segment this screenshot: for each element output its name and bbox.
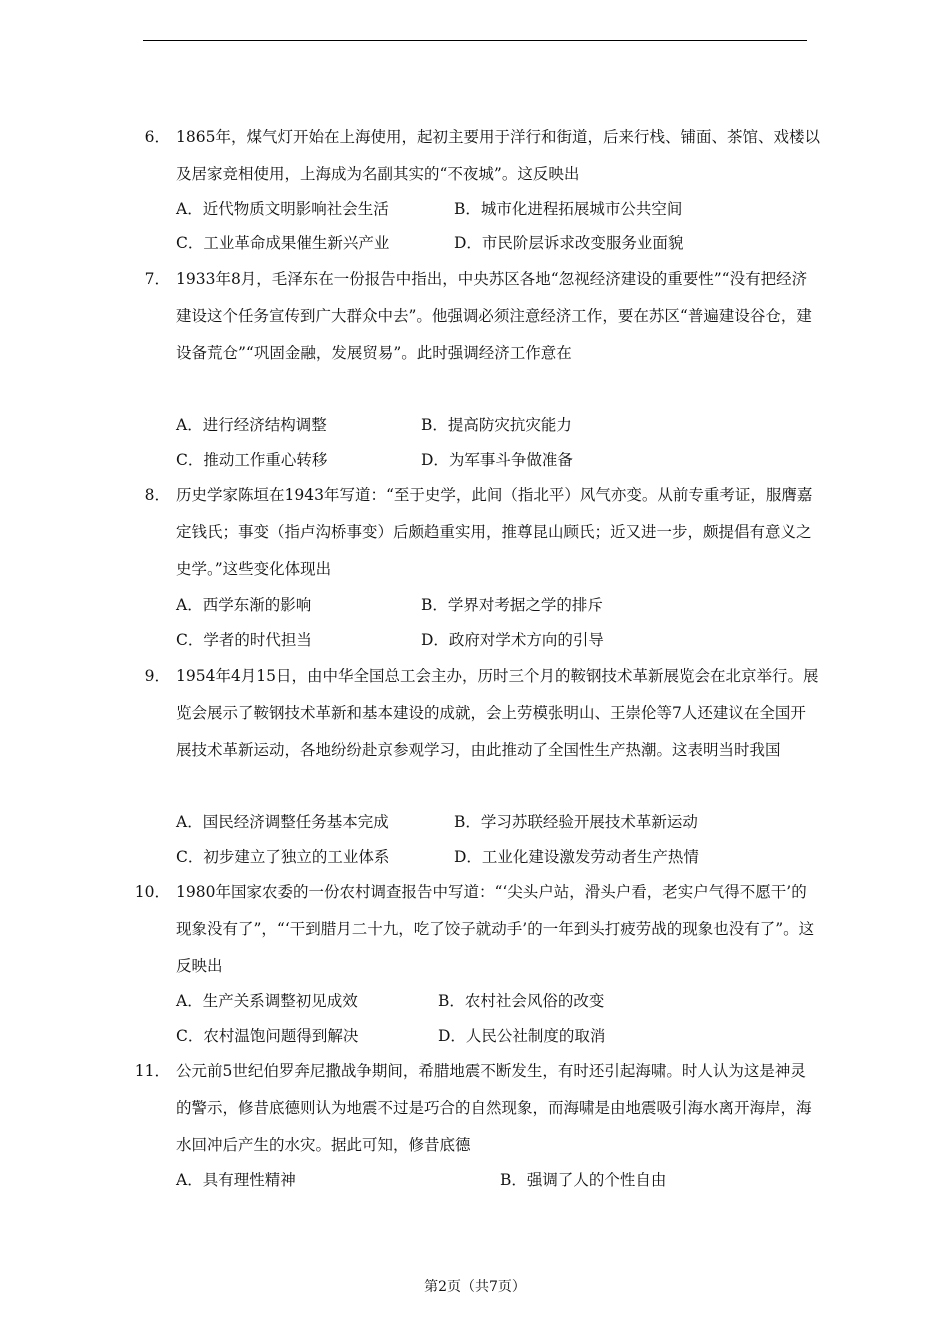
option-c: C．农村温饱问题得到解决: [176, 1027, 359, 1045]
option-a: A．近代物质文明影响社会生活: [176, 200, 389, 218]
question-number: 11．: [134, 1062, 170, 1080]
option-a: A．具有理性精神: [176, 1171, 296, 1189]
option-c: C．工业革命成果催生新兴产业: [176, 234, 390, 252]
question-stem: 1954年4月15日，由中华全国总工会主办，历时三个月的鞍钢技术革新展览会在北京举行。展览会展示了鞍钢技术革新和基本建设的成就，会上劳模张明山、王崇伦等7人还建议在全国开展技术革新运动，各地纷纷赴京参观学习，由此推动了全国性生产热潮。这表明当时我国: [176, 667, 819, 759]
question-stem: 1865年，煤气灯开始在上海使用，起初主要用于洋行和街道，后来行栈、铺面、茶馆、戏楼以及居家竞相使用，上海成为名副其实的“不夜城”。这反映出: [176, 128, 820, 183]
option-a: A．进行经济结构调整: [176, 416, 327, 434]
option-a: A．西学东渐的影响: [176, 596, 312, 614]
option-b: B．学界对考据之学的排斥: [421, 596, 603, 614]
option-c: C．推动工作重心转移: [176, 451, 328, 469]
question-number: 7．: [144, 270, 170, 288]
option-a: A．国民经济调整任务基本完成: [176, 813, 389, 831]
option-c: C．学者的时代担当: [176, 631, 312, 649]
question-stem: 1980年国家农委的一份农村调查报告中写道：“‘尖头户站，滑头户看，老实户气得不愿干’的现象没有了”，“‘干到腊月二十九，吃了饺子就动手’的一年到头打疲劳战的现象也没有了”。这反映出: [176, 883, 815, 975]
question-number: 9．: [144, 667, 170, 685]
question-stem: 历史学家陈垣在1943年写道：“至于史学，此间（指北平）风气亦变。从前专重考证，服膺嘉定钱氏；事变（指卢沟桥事变）后颇趋重实用，推尊昆山顾氏；近又进一步，颇提倡有意义之史学。”这些变化体现出: [176, 486, 813, 578]
question-number: 6．: [144, 128, 170, 146]
option-b: B．农村社会风俗的改变: [438, 992, 605, 1010]
header-rule: [143, 40, 807, 41]
option-b: B．提高防灾抗灾能力: [421, 416, 572, 434]
question-stem: 1933年8月，毛泽东在一份报告中指出，中央苏区各地“忽视经济建设的重要性”“没有把经济建设这个任务宣传到广大群众中去”。他强调必须注意经济工作，要在苏区“普遍建设谷仓，建设备荒仓”“巩固金融，发展贸易”。此时强调经济工作意在: [176, 270, 812, 362]
page-footer: 第2页（共7页）: [424, 1279, 526, 1295]
question-number: 8．: [144, 486, 170, 504]
option-b: B．强调了人的个性自由: [500, 1171, 667, 1189]
question-stem: 公元前5世纪伯罗奔尼撒战争期间，希腊地震不断发生，有时还引起海啸。时人认为这是神灵的警示，修昔底德则认为地震不过是巧合的自然现象，而海啸是由地震吸引海水离开海岸，海水回冲后产生的水灾。据此可知，修昔底德: [176, 1062, 812, 1154]
option-b: B．城市化进程拓展城市公共空间: [454, 200, 683, 218]
option-a: A．生产关系调整初见成效: [176, 992, 358, 1010]
option-d: D．人民公社制度的取消: [438, 1027, 606, 1045]
option-c: C．初步建立了独立的工业体系: [176, 848, 390, 866]
option-d: D．政府对学术方向的引导: [421, 631, 604, 649]
question-number: 10．: [134, 883, 170, 901]
option-d: D．为军事斗争做准备: [421, 451, 573, 469]
option-b: B．学习苏联经验开展技术革新运动: [454, 813, 698, 831]
option-d: D．工业化建设激发劳动者生产热情: [454, 848, 699, 866]
option-d: D．市民阶层诉求改变服务业面貌: [454, 234, 684, 252]
